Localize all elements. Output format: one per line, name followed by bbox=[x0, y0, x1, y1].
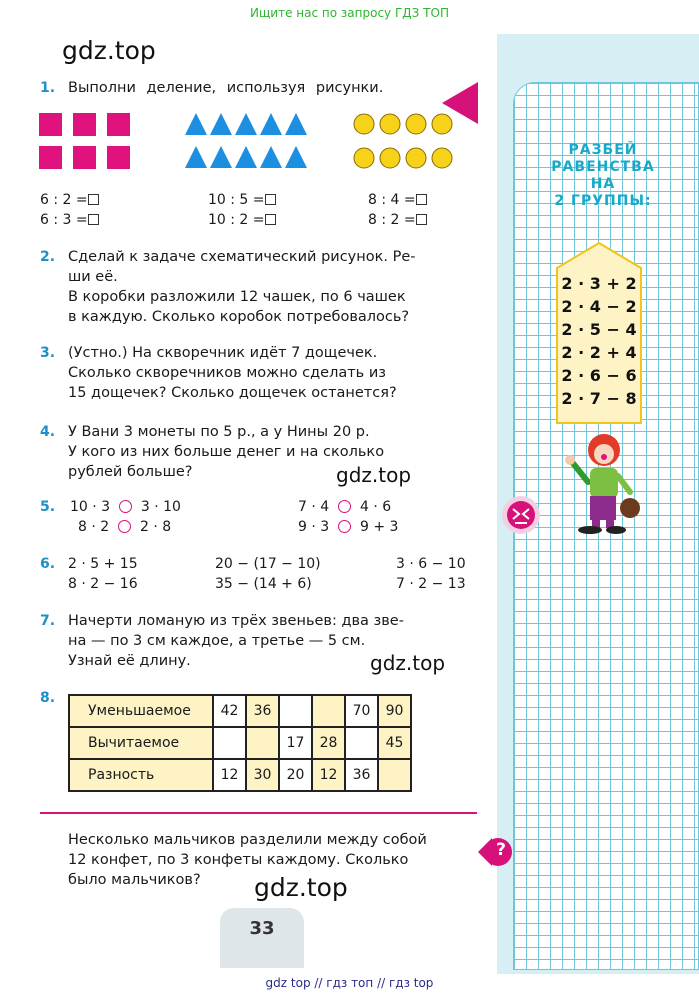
task-number: 5. bbox=[40, 499, 56, 515]
table-cell[interactable]: 42 bbox=[213, 695, 246, 727]
task2-text bbox=[68, 247, 478, 327]
table-cell[interactable] bbox=[279, 695, 312, 727]
task5-col1 bbox=[70, 497, 181, 537]
side-equation: 2 · 5 − 4 bbox=[561, 320, 637, 339]
top-banner[interactable]: Ищите нас по запросу ГДЗ ТОП bbox=[250, 6, 449, 20]
answer-box[interactable] bbox=[265, 194, 276, 205]
text-line: Начерти ломаную из трёх звеньев: два зве- bbox=[68, 613, 404, 629]
watermark: gdz.top bbox=[62, 36, 156, 65]
side-title bbox=[540, 142, 666, 210]
task-number: 7. bbox=[40, 613, 56, 629]
triangle bbox=[235, 113, 257, 135]
table-cell[interactable]: 12 bbox=[312, 759, 345, 791]
task5-col2 bbox=[298, 497, 398, 537]
side-equation: 2 · 2 + 4 bbox=[561, 343, 637, 362]
task-number: 4. bbox=[40, 424, 56, 440]
side-equation: 2 · 4 − 2 bbox=[561, 297, 637, 316]
table-cell[interactable]: 70 bbox=[345, 695, 378, 727]
task1-group2 bbox=[208, 190, 276, 230]
answer-box[interactable] bbox=[265, 214, 276, 225]
text-line: ши её. bbox=[68, 269, 118, 285]
row-label: Уменьшаемое bbox=[69, 695, 213, 727]
side-equation: 2 · 3 + 2 bbox=[561, 274, 637, 293]
expression: 9 · 3 bbox=[298, 519, 330, 535]
circle bbox=[432, 148, 452, 168]
expression: 8 · 2 bbox=[78, 519, 110, 535]
expression: 3 · 6 − 10 bbox=[396, 556, 466, 572]
table-cell[interactable]: 20 bbox=[279, 759, 312, 791]
table-row bbox=[69, 727, 411, 759]
task8-table bbox=[68, 694, 412, 792]
equation: 8 : 2 = bbox=[368, 212, 416, 228]
equation: 6 : 3 = bbox=[40, 212, 88, 228]
bottom-banner[interactable]: gdz top // гдз топ // гдз top bbox=[265, 976, 434, 990]
text-line: рублей больше? bbox=[68, 464, 193, 480]
expression: 3 · 10 bbox=[140, 499, 181, 515]
table-cell[interactable]: 12 bbox=[213, 759, 246, 791]
square bbox=[107, 146, 130, 169]
triangles-picture bbox=[182, 110, 308, 172]
watermark: gdz.top bbox=[254, 873, 348, 902]
task-number: 3. bbox=[40, 345, 56, 361]
table-cell[interactable]: 17 bbox=[279, 727, 312, 759]
compare-badge-icon bbox=[498, 494, 546, 536]
circle bbox=[380, 148, 400, 168]
task4-text bbox=[68, 422, 478, 482]
text-line: было мальчиков? bbox=[68, 872, 201, 888]
table-row bbox=[69, 695, 411, 727]
text-line: 12 конфет, по 3 конфеты каждому. Сколько bbox=[68, 852, 409, 868]
table-cell[interactable]: 30 bbox=[246, 759, 279, 791]
task6-col1 bbox=[68, 554, 138, 594]
compare-circle[interactable] bbox=[338, 520, 351, 533]
answer-box[interactable] bbox=[88, 194, 99, 205]
equation: 6 : 2 = bbox=[40, 192, 88, 208]
equation: 10 : 2 = bbox=[208, 212, 265, 228]
table-cell[interactable]: 45 bbox=[378, 727, 411, 759]
expression: 4 · 6 bbox=[359, 499, 392, 515]
row-label: Разность bbox=[69, 759, 213, 791]
triangle bbox=[285, 146, 307, 168]
table-cell[interactable]: 28 bbox=[312, 727, 345, 759]
side-title-line: РАВЕНСТВА bbox=[551, 159, 655, 175]
side-title-line: 2 ГРУППЫ: bbox=[554, 193, 652, 209]
expression: 2 · 5 + 15 bbox=[68, 556, 138, 572]
watermark: gdz.top bbox=[336, 463, 412, 487]
triangle bbox=[185, 146, 207, 168]
triangle bbox=[210, 113, 232, 135]
triangle bbox=[210, 146, 232, 168]
task-number: 2. bbox=[40, 249, 56, 265]
table-cell[interactable]: 36 bbox=[246, 695, 279, 727]
compare-circle[interactable] bbox=[119, 500, 132, 513]
expression: 20 − (17 − 10) bbox=[215, 556, 321, 572]
table-cell[interactable] bbox=[246, 727, 279, 759]
expression: 2 · 8 bbox=[139, 519, 172, 535]
text-line: У кого из них больше денег и на сколько bbox=[68, 444, 385, 460]
task6-col3 bbox=[396, 554, 466, 594]
side-title-line: РАЗБЕЙ bbox=[568, 142, 638, 158]
triangle-marker-icon bbox=[440, 80, 480, 126]
side-equation: 2 · 6 − 6 bbox=[561, 366, 637, 385]
expression: 7 · 2 − 13 bbox=[396, 576, 466, 592]
expression: 10 · 3 bbox=[70, 499, 111, 515]
square bbox=[73, 113, 96, 136]
circle bbox=[406, 148, 426, 168]
expression: 9 + 3 bbox=[359, 519, 399, 535]
table-cell[interactable] bbox=[345, 727, 378, 759]
square bbox=[107, 113, 130, 136]
triangle bbox=[260, 146, 282, 168]
compare-circle[interactable] bbox=[118, 520, 131, 533]
answer-box[interactable] bbox=[88, 214, 99, 225]
task-number: 1. bbox=[40, 80, 56, 96]
text-line: Несколько мальчиков разделили между собой bbox=[68, 832, 427, 848]
watermark: gdz.top bbox=[370, 651, 446, 675]
triangle bbox=[235, 146, 257, 168]
question-mark: ? bbox=[496, 840, 506, 860]
text-line: У Вани 3 монеты по 5 р., а у Нины 20 р. bbox=[68, 424, 370, 440]
circle bbox=[380, 114, 400, 134]
text-line: в каждую. Сколько коробок потребовалось? bbox=[68, 309, 410, 325]
square bbox=[39, 113, 62, 136]
text-line: на — по 3 см каждое, а третье — 5 см. bbox=[68, 633, 366, 649]
equation: 10 : 5 = bbox=[208, 192, 265, 208]
text-line: (Устно.) На скворечник идёт 7 дощечек. bbox=[68, 345, 378, 361]
circle bbox=[354, 114, 374, 134]
task6-col2 bbox=[215, 554, 321, 594]
task1-group1 bbox=[40, 190, 99, 230]
text-line: Сделай к задаче схематический рисунок. Ре- bbox=[68, 249, 416, 265]
square bbox=[39, 146, 62, 169]
square bbox=[73, 146, 96, 169]
divider bbox=[40, 812, 477, 814]
triangle bbox=[285, 113, 307, 135]
clown-illustration bbox=[560, 432, 640, 536]
side-title-line: НА bbox=[590, 176, 616, 192]
triangle bbox=[260, 113, 282, 135]
table-cell[interactable] bbox=[213, 727, 246, 759]
answer-box[interactable] bbox=[416, 194, 427, 205]
table-cell[interactable]: 90 bbox=[378, 695, 411, 727]
text-line: В коробки разложили 12 чашек, по 6 чашек bbox=[68, 289, 406, 305]
task1-text: Выполни деление, используя рисунки. bbox=[68, 80, 384, 96]
table-row bbox=[69, 759, 411, 791]
side-equation-list bbox=[556, 242, 642, 424]
task1-group3 bbox=[368, 190, 427, 230]
page-number: 33 bbox=[220, 908, 304, 968]
text-line: 15 дощечек? Сколько дощечек останется? bbox=[68, 385, 397, 401]
text-line: Сколько скворечников можно сделать из bbox=[68, 365, 386, 381]
equation: 8 : 4 = bbox=[368, 192, 416, 208]
table-cell[interactable] bbox=[378, 759, 411, 791]
circle bbox=[406, 114, 426, 134]
side-equation: 2 · 7 − 8 bbox=[561, 389, 637, 408]
answer-box[interactable] bbox=[416, 214, 427, 225]
task3-text bbox=[68, 343, 478, 403]
task-number: 8. bbox=[40, 690, 56, 706]
text-line: Узнай её длину. bbox=[68, 653, 191, 669]
expression: 7 · 4 bbox=[298, 499, 330, 515]
task-number: 6. bbox=[40, 556, 56, 572]
triangle bbox=[185, 113, 207, 135]
compare-circle[interactable] bbox=[338, 500, 351, 513]
table-cell[interactable]: 36 bbox=[345, 759, 378, 791]
row-label: Вычитаемое bbox=[69, 727, 213, 759]
expression: 8 · 2 − 16 bbox=[68, 576, 138, 592]
circle bbox=[354, 148, 374, 168]
squares-picture bbox=[36, 110, 136, 172]
table-cell[interactable] bbox=[312, 695, 345, 727]
expression: 35 − (14 + 6) bbox=[215, 576, 312, 592]
